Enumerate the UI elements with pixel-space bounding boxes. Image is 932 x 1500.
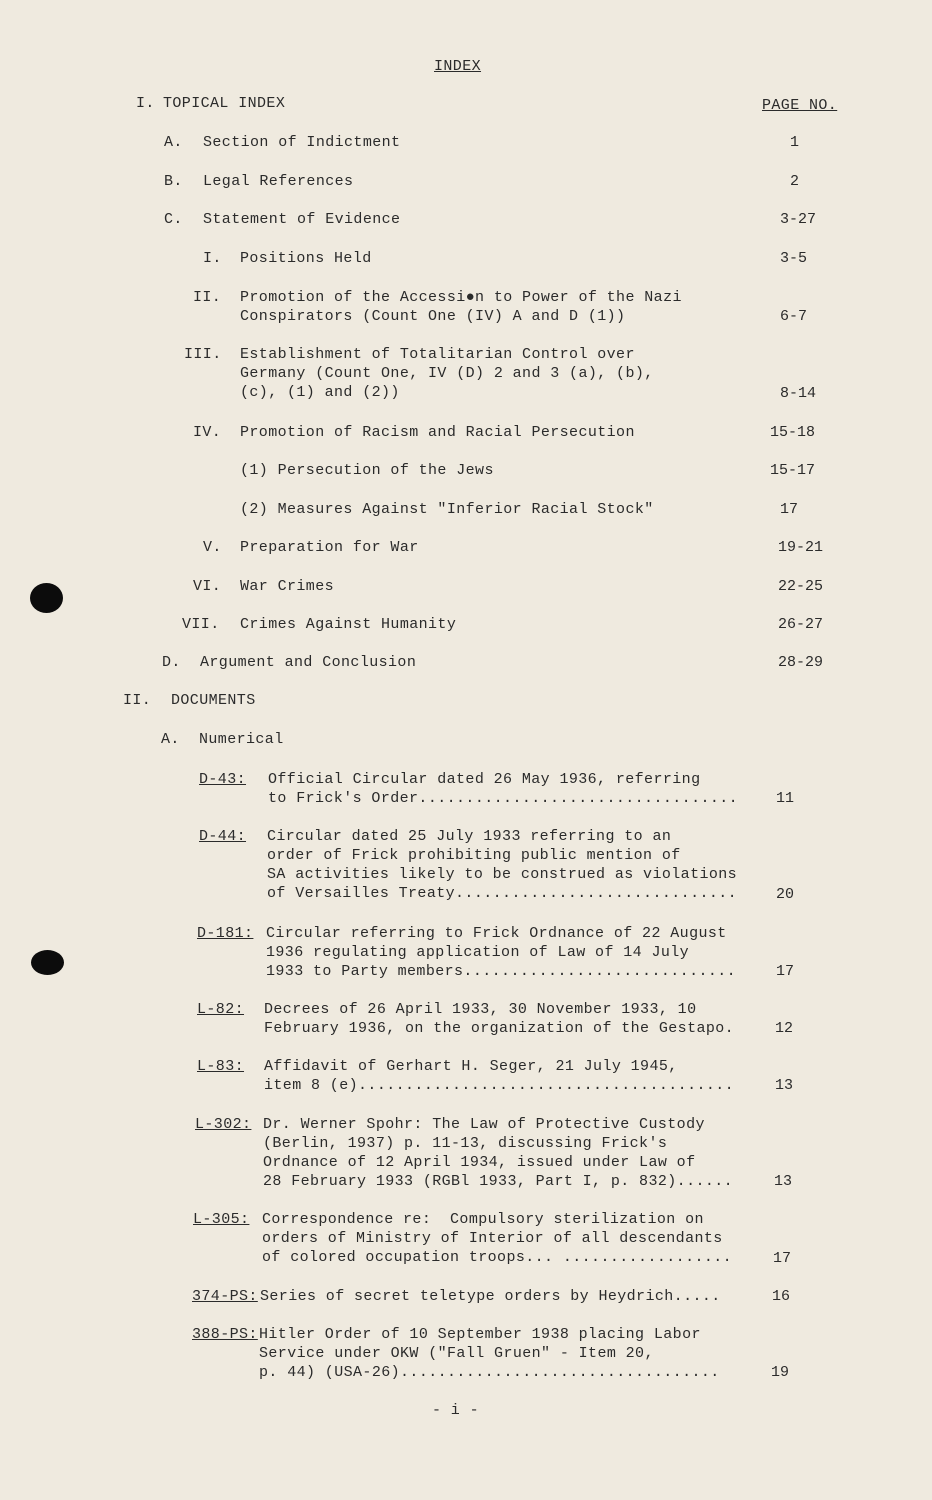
document-text: Hitler Order of 10 September 1938 placing Labor Service under OKW ("Fall Gruen" - Item 20, p. 44) (USA-26).................................. — [259, 1326, 720, 1381]
document-page: 17 — [776, 963, 795, 980]
topic-text: Section of Indictment — [203, 134, 401, 151]
topic-page: 15-18 — [770, 424, 816, 441]
topic-page: 22-25 — [778, 578, 824, 595]
topic-text: Argument and Conclusion — [200, 654, 417, 671]
topic-text: Crimes Against Humanity — [240, 616, 457, 633]
topic-page: 17 — [780, 501, 799, 518]
topic-page: 19-21 — [778, 539, 824, 556]
topic-page: 3-27 — [780, 211, 817, 228]
document-text: Official Circular dated 26 May 1936, referring to Frick's Order.................................. — [268, 771, 739, 807]
topic-page: 6-7 — [780, 308, 808, 325]
topic-mark: C. — [164, 211, 183, 228]
topic-text: Preparation for War — [240, 539, 419, 556]
topic-text: Establishment of Totalitarian Control over Germany (Count One, IV (D) 2 and 3 (a), (b), (c), (1) and (2)) — [240, 346, 654, 401]
topic-mark: A. — [164, 134, 183, 151]
document-id: L-302: — [195, 1116, 252, 1133]
punch-hole-bottom — [31, 950, 64, 975]
document-page: 13 — [775, 1077, 794, 1094]
document-text: Affidavit of Gerhart H. Seger, 21 July 1945, item 8 (e)........................................ — [264, 1058, 735, 1094]
document-page: 20 — [776, 886, 795, 903]
topic-mark: VII. — [182, 616, 220, 633]
section-1-numeral: I. — [136, 95, 155, 112]
topic-mark: D. — [162, 654, 181, 671]
topic-mark: II. — [193, 289, 222, 306]
topic-page: 8-14 — [780, 385, 817, 402]
document-id: 388-PS: — [192, 1326, 258, 1343]
section-2-label: DOCUMENTS — [171, 692, 256, 709]
topic-text: Positions Held — [240, 250, 372, 267]
punch-hole-top — [30, 583, 63, 613]
topic-text: (2) Measures Against "Inferior Racial Stock" — [240, 501, 654, 518]
document-page: 11 — [776, 790, 795, 807]
topic-mark: I. — [203, 250, 222, 267]
page-number-header: PAGE NO. — [762, 97, 838, 114]
section-1-label: TOPICAL INDEX — [163, 95, 286, 112]
topic-text: Promotion of the Accessi●n to Power of the Nazi Conspirators (Count One (IV) A and D (1)) — [240, 289, 682, 325]
topic-page: 3-5 — [780, 250, 808, 267]
document-text: Dr. Werner Spohr: The Law of Protective Custody (Berlin, 1937) p. 11-13, discussing Frick's Ordnance of 12 April 1934, issued under Law of 28 February 1933 (RGBl 1933, Part I, p. 832)...... — [263, 1116, 734, 1190]
topic-page: 15-17 — [770, 462, 816, 479]
topic-page: 2 — [790, 173, 800, 190]
document-page: 19 — [771, 1364, 790, 1381]
document-id: D-43: — [199, 771, 247, 788]
document-id: D-44: — [199, 828, 247, 845]
document-text: Circular referring to Frick Ordnance of 22 August 1936 regulating application of Law of 14 July 1933 to Party members............................. — [266, 925, 737, 980]
document-id: L-83: — [197, 1058, 245, 1075]
topic-mark: B. — [164, 173, 183, 190]
topic-text: War Crimes — [240, 578, 335, 595]
document-page: 17 — [773, 1250, 792, 1267]
topic-mark: V. — [203, 539, 222, 556]
document-id: L-82: — [197, 1001, 245, 1018]
subsection-mark: A. — [161, 731, 180, 748]
topic-mark: IV. — [193, 424, 222, 441]
document-id: D-181: — [197, 925, 254, 942]
page-footer: - i - — [432, 1402, 480, 1419]
document-text: Decrees of 26 April 1933, 30 November 1933, 10 February 1936, on the organization of the Gestapo. — [264, 1001, 735, 1037]
document-text: Series of secret teletype orders by Heydrich..... — [260, 1288, 721, 1305]
document-text: Correspondence re: Compulsory sterilization on orders of Ministry of Interior of all descendants of colored occupation troops... .................. — [262, 1211, 733, 1266]
document-id: 374-PS: — [192, 1288, 258, 1305]
topic-text: (1) Persecution of the Jews — [240, 462, 494, 479]
subsection-label: Numerical — [199, 731, 284, 748]
section-2-numeral: II. — [123, 692, 152, 709]
topic-page: 1 — [790, 134, 800, 151]
document-page: 12 — [775, 1020, 794, 1037]
page-title: INDEX — [434, 58, 482, 75]
document-id: L-305: — [193, 1211, 250, 1228]
topic-page: 26-27 — [778, 616, 824, 633]
topic-mark: VI. — [193, 578, 222, 595]
topic-mark: III. — [184, 346, 222, 363]
document-page: 16 — [772, 1288, 791, 1305]
document-text: Circular dated 25 July 1933 referring to an order of Frick prohibiting public mention of SA activities likely to be construed as violations of Versailles Treaty.............................. — [267, 828, 738, 902]
topic-text: Statement of Evidence — [203, 211, 401, 228]
topic-text: Legal References — [203, 173, 354, 190]
document-page: 13 — [774, 1173, 793, 1190]
topic-page: 28-29 — [778, 654, 824, 671]
topic-text: Promotion of Racism and Racial Persecution — [240, 424, 635, 441]
